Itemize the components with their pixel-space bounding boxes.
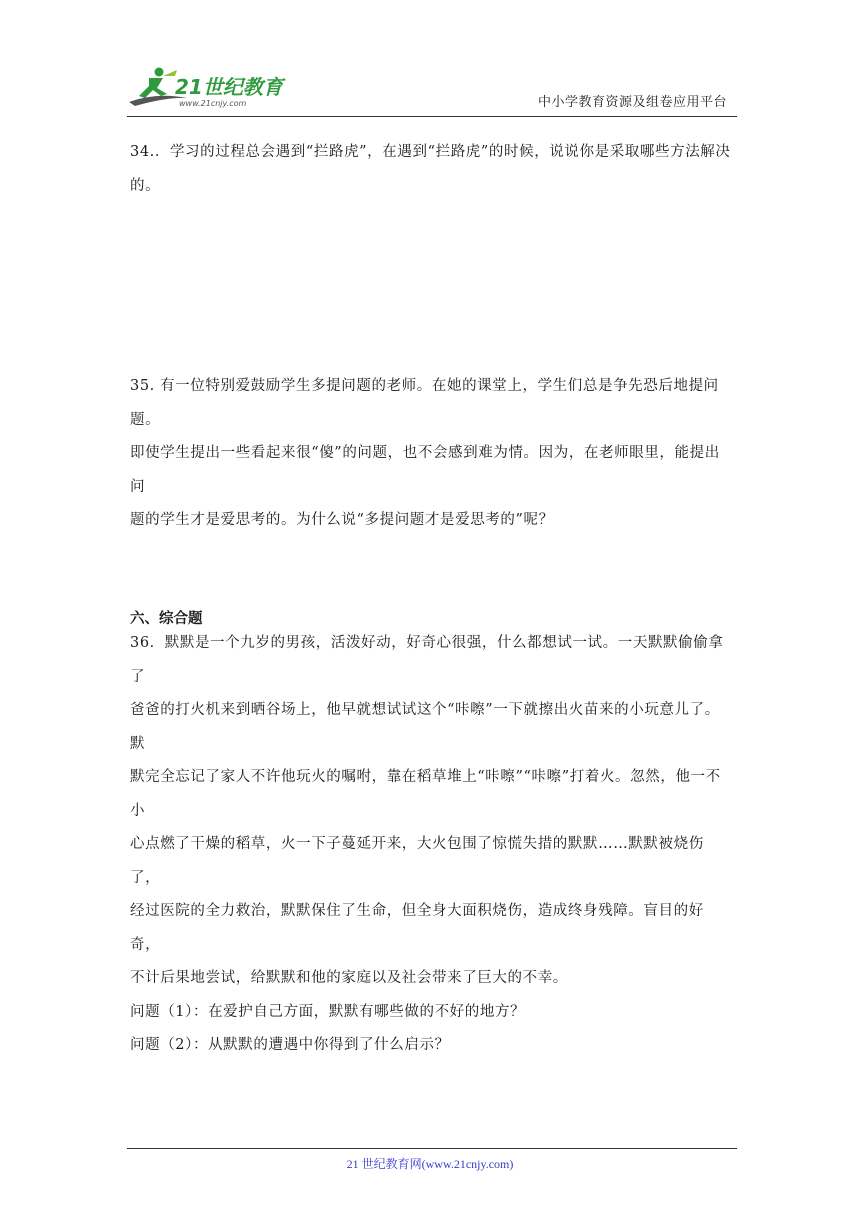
page-footer: 21 世纪教育网(www.21cnjy.com)	[346, 1157, 514, 1171]
footer-divider	[127, 1148, 737, 1149]
question-35	[130, 370, 732, 538]
question-36-sub-2: 问题（2）：从默默的遭遇中你得到了什么启示？	[130, 1037, 450, 1053]
question-34-line: 的。	[130, 177, 161, 194]
question-34	[130, 136, 732, 203]
section-title: 六、综合题	[130, 611, 203, 627]
question-36-line: 爸爸的打火机来到晒谷场上，他早就想试试这个“咔嚓”一下就擦出火苗来的小玩意儿了。默	[130, 702, 720, 752]
logo-url: www.21cnjy.com	[179, 99, 247, 108]
question-35-line: 题的学生才是爱思考的。为什么说“多提问题才是爱思考的”呢？	[130, 512, 554, 528]
question-36-sub-1: 问题（1）：在爱护自己方面，默默有哪些做的不好的地方？	[130, 1003, 526, 1020]
platform-name: 中小学教育资源及组卷应用平台	[537, 95, 727, 110]
question-36-line: 36．默默是一个九岁的男孩，活泼好动，好奇心很强，什么都想试一试。一天默默偷偷拿了	[130, 635, 724, 685]
logo-text: 21世纪教育	[175, 75, 283, 99]
question-36-line: 心点燃了干燥的稻草，火一下子蔓延开来，大火包围了惊慌失措的默默……默默被烧伤了，	[130, 836, 704, 886]
page-header	[127, 62, 737, 117]
question-36-line: 不计后果地尝试，给默默和他的家庭以及社会带来了巨大的不幸。	[130, 970, 568, 986]
question-34-line: 34.．学习的过程总会遇到“拦路虎”，在遇到“拦路虎”的时候，说说你是采取哪些方法解决	[130, 144, 731, 160]
question-36-line: 默完全忘记了家人不许他玩火的嘱咐，靠在稻草堆上“咔嚓”“咔嚓”打着火。忽然，他一不小	[130, 769, 721, 819]
question-36-line: 经过医院的全力救治，默默保住了生命，但全身大面积烧伤，造成终身残障。盲目的好奇，	[130, 903, 704, 953]
question-35-line: 35. 有一位特别爱鼓励学生多提问题的老师。在她的课堂上，学生们总是争先恐后地提问题。	[130, 378, 719, 428]
site-logo	[127, 64, 297, 110]
question-36	[130, 627, 732, 1063]
question-35-line: 即使学生提出一些看起来很“傻”的问题，也不会感到难为情。因为，在老师眼里，能提出问	[130, 445, 720, 495]
